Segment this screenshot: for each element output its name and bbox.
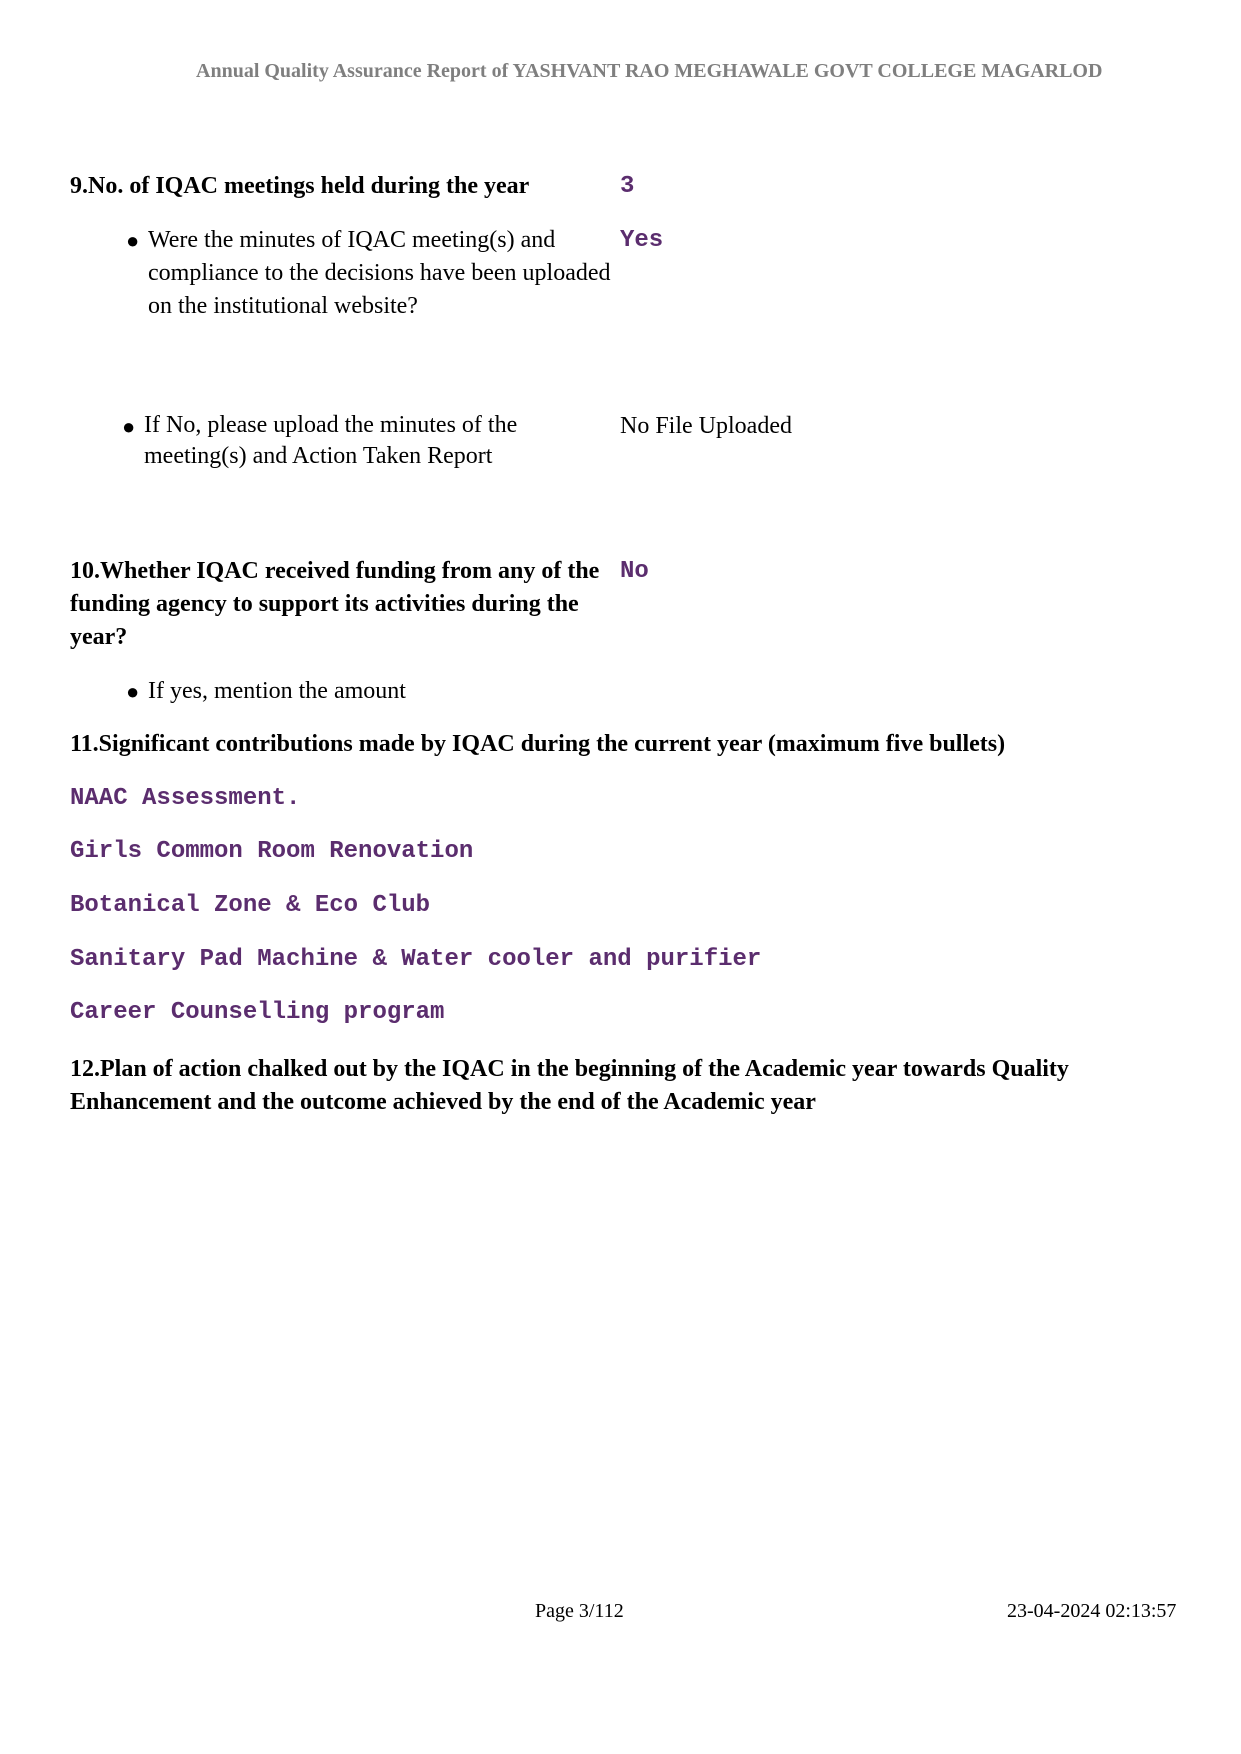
report-header: Annual Quality Assurance Report of YASHVANT RAO MEGHAWALE GOVT COLLEGE MAGARLOD xyxy=(196,60,1103,82)
q9-bullet-minutes-text: Were the minutes of IQAC meeting(s) and compliance to the decisions have been uploaded on the institutional website? xyxy=(148,227,611,319)
answer-10: No xyxy=(620,558,649,585)
contribution-item: NAAC Assessment. xyxy=(70,785,301,812)
answer-9-minutes: Yes xyxy=(620,227,664,254)
timestamp: 23-04-2024 02:13:57 xyxy=(1007,1600,1177,1622)
question-10: 10.Whether IQAC received funding from any of the funding agency to support its activities during the year? xyxy=(70,558,600,650)
q10-bullet-amount-text: If yes, mention the amount xyxy=(148,678,406,704)
contribution-item: Botanical Zone & Eco Club xyxy=(70,892,431,919)
q9-bullet-upload xyxy=(122,410,592,472)
q9-bullet-minutes xyxy=(126,224,616,323)
contribution-item: Career Counselling program xyxy=(70,999,445,1026)
question-11: 11.Significant contributions made by IQAC during the current year (maximum five bullets) xyxy=(70,731,1006,757)
bullet-icon: ● xyxy=(126,679,140,704)
contribution-item: Sanitary Pad Machine & Water cooler and purifier xyxy=(70,946,762,973)
contribution-item: Girls Common Room Renovation xyxy=(70,838,474,865)
bullet-icon: ● xyxy=(126,228,140,253)
answer-9: 3 xyxy=(620,173,635,200)
answer-9-upload: No File Uploaded xyxy=(620,413,792,439)
question-9: 9.No. of IQAC meetings held during the year xyxy=(70,173,530,199)
q9-bullet-upload-text: If No, please upload the minutes of the meeting(s) and Action Taken Report xyxy=(144,412,518,469)
question-12: 12.Plan of action chalked out by the IQAC in the beginning of the Academic year towards Quality Enhancement and the outcome achieved by the end of the Academic year xyxy=(70,1056,1069,1115)
q10-bullet-amount xyxy=(126,675,616,708)
page-number: Page 3/112 xyxy=(535,1600,624,1622)
bullet-icon: ● xyxy=(122,414,136,439)
